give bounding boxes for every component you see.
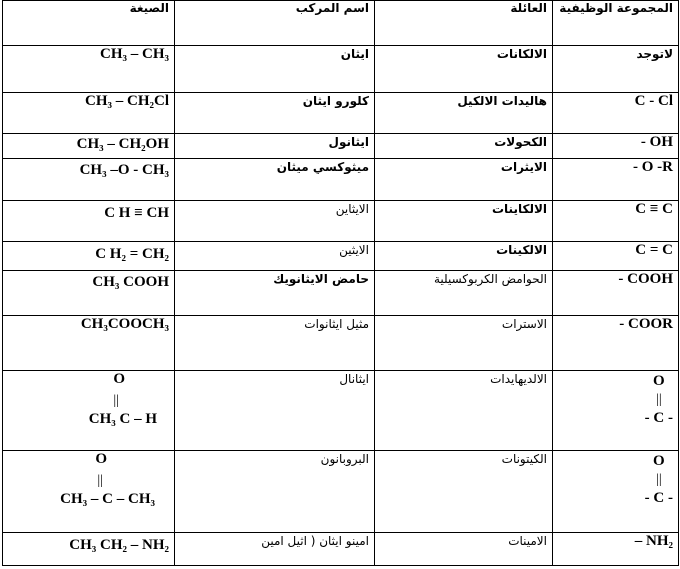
group-cell: - COOR [553, 316, 679, 371]
name-cell: ايثان [175, 46, 375, 93]
table-row [3, 316, 679, 371]
family-cell: الالكانات [375, 46, 553, 93]
name-cell: كلورو ايثان [175, 93, 375, 134]
table-row [3, 451, 679, 533]
table-row [3, 159, 679, 201]
group-cell: C ≡ C [553, 201, 679, 242]
group-carbon: - C - [644, 410, 673, 426]
formula-main: CH₃ C – H [88, 411, 157, 427]
group-cell: C - Cl [553, 93, 679, 134]
group-oxygen: O [653, 453, 665, 469]
group-cell: - OH [553, 134, 679, 159]
name-cell: ايثانال [175, 371, 375, 451]
family-cell: الالكاينات [375, 201, 553, 242]
group-cell: – NH₂ [553, 533, 679, 566]
group-double-bond: || [656, 472, 662, 487]
name-cell: ايثانول [175, 134, 375, 159]
header-formula: الصيغة [3, 1, 175, 46]
formula-cell [3, 451, 175, 533]
family-cell: الحوامض الكربوكسيلية [375, 271, 553, 316]
table-row [3, 371, 679, 451]
formula-cell: CH₃ – CH₃ [3, 46, 175, 93]
group-cell [553, 451, 679, 533]
table-header-row [3, 1, 679, 46]
name-cell: البروبانون [175, 451, 375, 533]
formula-cell: C H₂ = CH₂ [3, 242, 175, 271]
group-cell: C = C [553, 242, 679, 271]
table-row [3, 46, 679, 93]
formula-cell [3, 371, 175, 451]
formula-cell: CH₃ – CH₂Cl [3, 93, 175, 134]
family-cell: الالديهايدات [375, 371, 553, 451]
formula-cell: C H ≡ CH [3, 201, 175, 242]
family-cell: الالكينات [375, 242, 553, 271]
organic-compounds-table [2, 0, 679, 566]
family-cell: الامينات [375, 533, 553, 566]
group-cell: - COOH [553, 271, 679, 316]
name-cell: مثيل ايثانوات [175, 316, 375, 371]
formula-double-bond: || [113, 393, 119, 408]
family-cell: الكيتونات [375, 451, 553, 533]
group-cell [553, 371, 679, 451]
name-cell: الايثاين [175, 201, 375, 242]
group-double-bond: || [656, 392, 662, 407]
table-row [3, 93, 679, 134]
family-cell: الكحولات [375, 134, 553, 159]
group-carbon: - C - [644, 490, 673, 506]
family-cell: الايثرات [375, 159, 553, 201]
name-cell: ميثوكسي ميثان [175, 159, 375, 201]
header-group: المجموعة الوظيفية [553, 1, 679, 46]
group-cell: لاتوجد [553, 46, 679, 93]
header-name: اسم المركب [175, 1, 375, 46]
table-row [3, 201, 679, 242]
formula-cell: CH₃ – CH₂OH [3, 134, 175, 159]
table-row [3, 242, 679, 271]
group-cell: - O -R [553, 159, 679, 201]
formula-double-bond: || [97, 473, 103, 488]
formula-cell: CH₃COOCH₃ [3, 316, 175, 371]
name-cell: حامض الايثانويك [175, 271, 375, 316]
formula-cell: CH₃ –O - CH₃ [3, 159, 175, 201]
formula-main: CH₃ – C – CH₃ [60, 491, 155, 507]
family-cell: هاليدات الالكيل [375, 93, 553, 134]
group-oxygen: O [653, 373, 665, 389]
header-family: العائلة [375, 1, 553, 46]
formula-oxygen: O [95, 451, 107, 467]
formula-oxygen: O [113, 371, 125, 387]
table-row [3, 271, 679, 316]
name-cell: الايثين [175, 242, 375, 271]
table-row [3, 134, 679, 159]
table-row [3, 533, 679, 566]
formula-cell: CH₃ CH₂ – NH₂ [3, 533, 175, 566]
formula-cell: CH₃ COOH [3, 271, 175, 316]
name-cell: امينو ايثان ( اثيل امين [175, 533, 375, 566]
family-cell: الاسترات [375, 316, 553, 371]
